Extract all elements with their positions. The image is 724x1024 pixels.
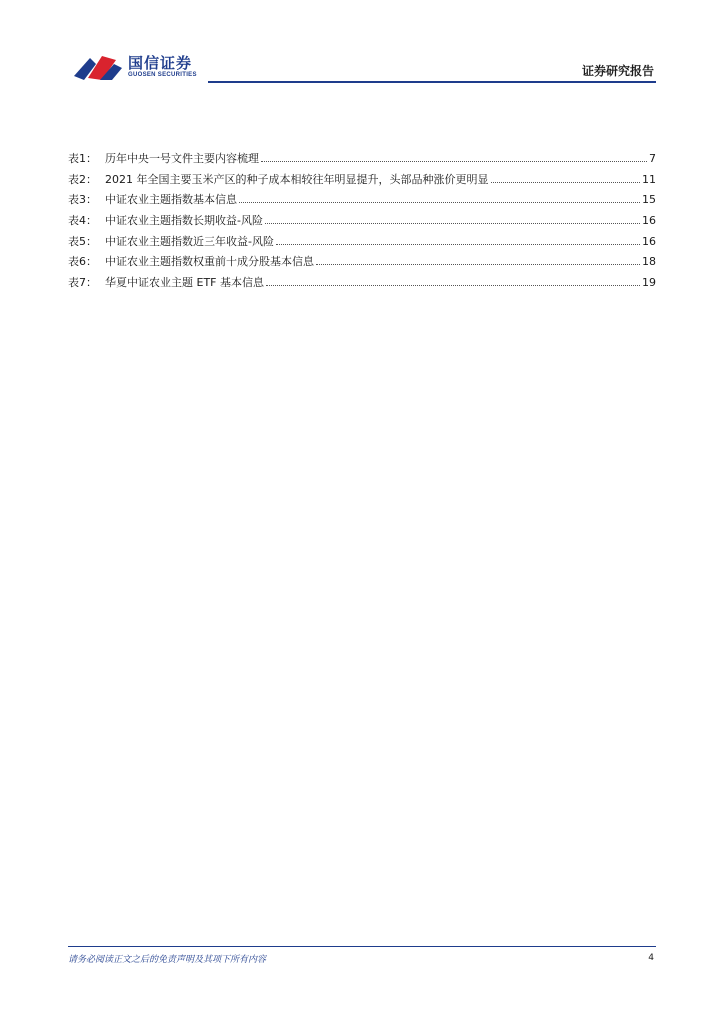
toc-entry-page: 16 xyxy=(642,214,656,228)
toc-entry[interactable] xyxy=(68,191,656,212)
guosen-logo-icon xyxy=(72,50,124,84)
toc-entry[interactable] xyxy=(68,233,656,254)
page-header xyxy=(0,0,724,90)
footer-disclaimer: 请务必阅读正文之后的免责声明及其项下所有内容 xyxy=(68,955,267,965)
toc-entry-title: 中证农业主题指数基本信息 xyxy=(105,193,237,207)
toc-dot-leader xyxy=(239,202,640,203)
toc-entry[interactable] xyxy=(68,253,656,274)
toc-entry-label: 表7： xyxy=(68,276,97,290)
toc-entry-label: 表2： xyxy=(68,172,97,186)
toc-dot-leader xyxy=(491,182,641,183)
toc-entry-label: 表3： xyxy=(68,193,97,207)
toc-entry-label: 表1： xyxy=(68,152,97,165)
toc-entry-page: 11 xyxy=(642,172,656,186)
toc-entry-page: 15 xyxy=(642,193,656,207)
toc-dot-leader xyxy=(316,264,640,265)
logo-english-name: GUOSEN SECURITIES xyxy=(128,72,197,78)
toc-entry[interactable] xyxy=(68,171,656,192)
page-number: 4 xyxy=(648,953,654,963)
toc-entry-label: 表6： xyxy=(68,255,97,269)
table-of-tables xyxy=(68,150,656,295)
report-type-label: 证券研究报告 xyxy=(581,64,654,78)
toc-entry-page: 7 xyxy=(649,152,656,165)
toc-entry-title: 历年中央一号文件主要内容梳理 xyxy=(105,152,259,165)
toc-entry[interactable] xyxy=(68,212,656,233)
toc-dot-leader xyxy=(261,161,647,162)
toc-entry-title: 华夏中证农业主题 ETF 基本信息 xyxy=(105,276,264,290)
logo-chinese-name: 国信证券 xyxy=(128,54,193,72)
toc-dot-leader xyxy=(276,244,640,245)
toc-entry-title: 中证农业主题指数权重前十成分股基本信息 xyxy=(105,255,314,269)
toc-entry-title: 中证农业主题指数近三年收益-风险 xyxy=(105,234,274,248)
toc-entry[interactable] xyxy=(68,150,656,171)
toc-entry-page: 18 xyxy=(642,255,656,269)
toc-entry-title: 2021 年全国主要玉米产区的种子成本相较往年明显提升，头部品种涨价更明显 xyxy=(105,172,489,186)
footer-divider xyxy=(68,946,656,947)
header-divider xyxy=(208,81,656,83)
toc-entry[interactable] xyxy=(68,274,656,295)
toc-entry-label: 表4： xyxy=(68,214,97,228)
toc-entry-page: 19 xyxy=(642,276,656,290)
guosen-logo xyxy=(72,50,202,84)
toc-entry-title: 中证农业主题指数长期收益-风险 xyxy=(105,214,263,228)
toc-entry-page: 16 xyxy=(642,234,656,248)
toc-dot-leader xyxy=(266,285,640,286)
toc-entry-label: 表5： xyxy=(68,234,97,248)
toc-dot-leader xyxy=(265,223,640,224)
